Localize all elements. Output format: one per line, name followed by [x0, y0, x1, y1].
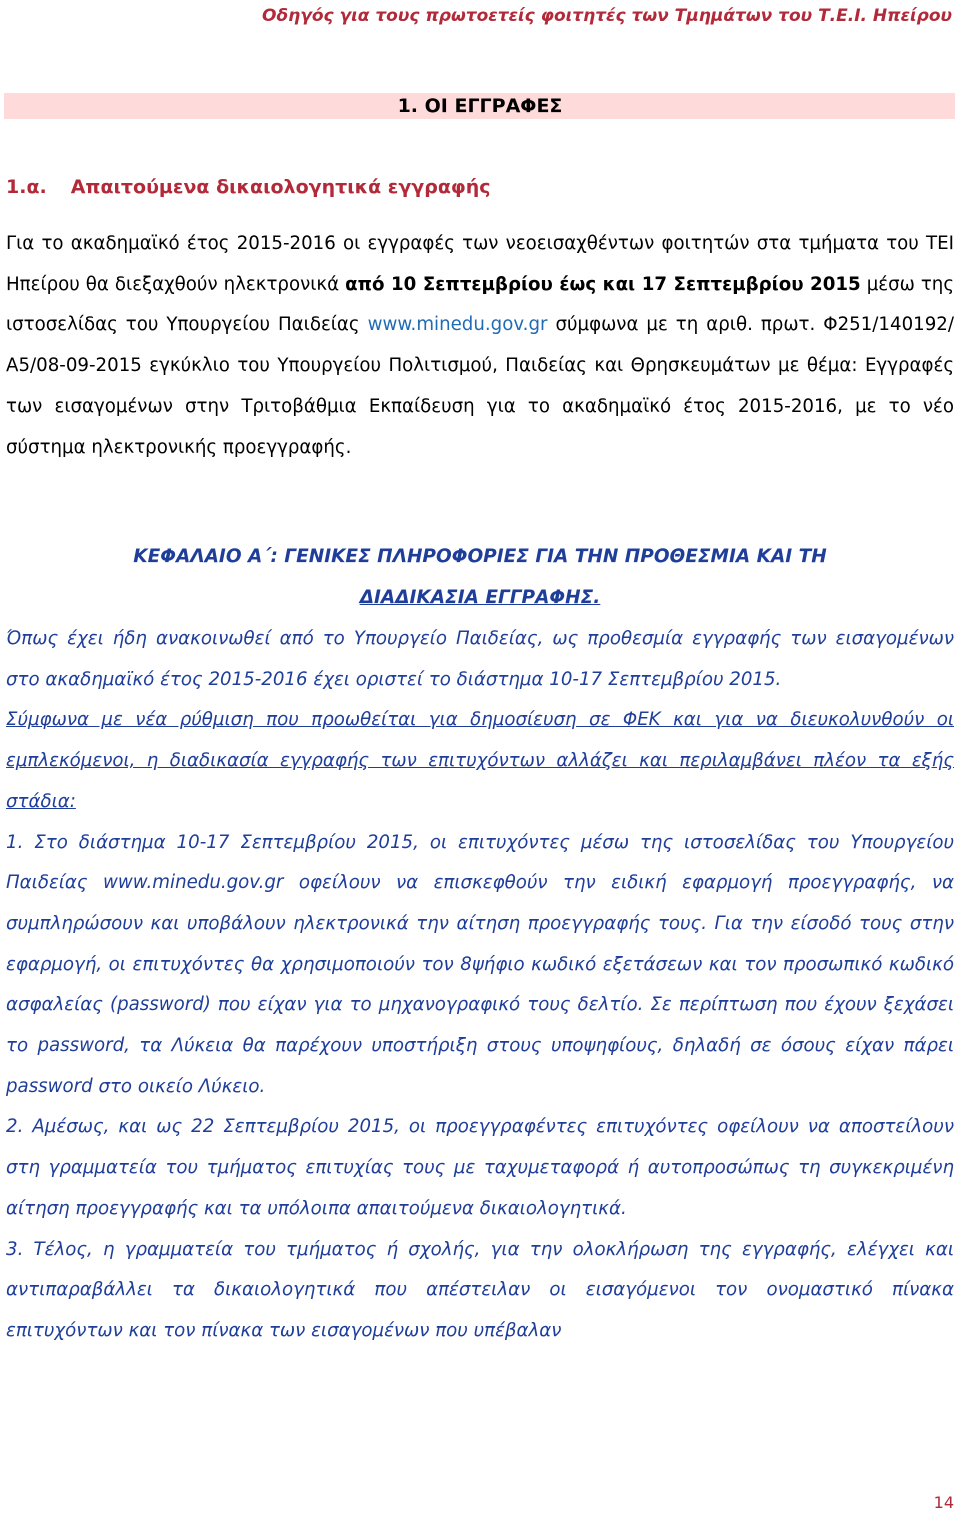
chapter-heading	[0, 537, 960, 618]
step-1-paragraph: 1. Στο διάστημα 10-17 Σεπτεμβρίου 2015, οι επιτυχόντες μέσω της ιστοσελίδας του Υπουργείου Παιδείας www.minedu.gov.gr οφείλουν να επισκεφθούν την ειδική εφαρμογή προεγγραφής, να συμπληρώσουν και υποβάλουν ηλεκτρονικά την αίτηση προεγγραφής τους. Για την είσοδό τους στην εφαρμογή, οι επιτυχόντες θα χρησιμοποιούν τον 8ψήφιο κωδικό εξετάσεων και τον προσωπικό κωδικό ασφαλείας (password) που είχαν για το μηχανογραφικό τους δελτίο. Σε περίπτωση που έχουν ξεχάσει το password, τα Λύκεια θα παρέχουν υποστήριξη στους υποψηφίους, δηλαδή σε όσους είχαν πάρει password στο οικείο Λύκειο.	[6, 831, 954, 1097]
chapter-heading-line2: ΔΙΑΔΙΚΑΣΙΑ ΕΓΓΡΑΦΗΣ.	[359, 586, 601, 608]
subsection-title: Απαιτούμενα δικαιολογητικά εγγραφής	[70, 176, 491, 198]
deadline-paragraph: Όπως έχει ήδη ανακοινωθεί από το Υπουργείο Παιδείας, ως προθεσμία εγγραφής των εισαγομένων στο ακαδημαϊκό έτος 2015-2016 έχει οριστεί το διάστημα 10-17 Σεπτεμβρίου 2015.	[6, 628, 954, 690]
intro-paragraph	[6, 224, 954, 468]
step-2-paragraph: 2. Αμέσως, και ως 22 Σεπτεμβρίου 2015, οι προεγγραφέντες επιτυχόντες οφείλουν να αποστείλουν στη γραμματεία του τμήματος επιτυχίας τους με ταχυμεταφορά ή αυτοπροσώπως τη συγκεκριμένη αίτηση προεγγραφής και τα υπόλοιπα απαιτούμενα δικαιολογητικά.	[6, 1116, 954, 1219]
page-number: 14	[933, 1493, 954, 1512]
step-3-paragraph: 3. Τέλος, η γραμματεία του τμήματος ή σχολής, για την ολοκλήρωση της εγγραφής, ελέγχει και αντιπαραβάλλει τα δικαιολογητικά που απέστειλαν οι εισαγόμενοι τον ονομαστικό πίνακα επιτυχόντων και τον πίνακα των εισαγομένων που υπέβαλαν	[6, 1238, 954, 1341]
subsection-heading	[6, 176, 491, 198]
registration-procedure	[6, 619, 954, 1352]
intro-bold-dates: από 10 Σεπτεμβρίου έως και 17 Σεπτεμβρίου 2015	[345, 273, 861, 295]
subsection-number: 1.α.	[6, 176, 47, 198]
intro-text-b: μέσω της ιστοσελίδας του Υπουργείου Παιδείας	[6, 273, 954, 336]
running-header: Οδηγός για τους πρωτοετείς φοιτητές των Τμημάτων του Τ.Ε.Ι. Ηπείρου	[262, 6, 952, 26]
new-regulation-paragraph: Σύμφωνα με νέα ρύθμιση που προωθείται για δημοσίευση σε ΦΕΚ και για να διευκολυνθούν οι εμπλεκόμενοι, η διαδικασία εγγραφής των επιτυχόντων αλλάζει και περιλαμβάνει πλέον τα εξής στάδια:	[6, 709, 954, 812]
chapter-heading-line1: ΚΕΦΑΛΑΙΟ Α΄: ΓΕΝΙΚΕΣ ΠΛΗΡΟΦΟΡΙΕΣ ΓΙΑ ΤΗΝ ΠΡΟΘΕΣΜΙΑ ΚΑΙ ΤΗ	[133, 546, 827, 567]
section-title: 1. ΟΙ ΕΓΓΡΑΦΕΣ	[397, 95, 563, 117]
intro-text-c: σύμφωνα με τη αριθ. πρωτ. Φ251/140192/Α5/08-09-2015 εγκύκλιο του Υπουργείου Πολιτισμού, Παιδείας και Θρησκευμάτων με θέμα: Εγγραφές των εισαγομένων στην Τριτοβάθμια Εκπαίδευση για το ακαδημαϊκό έτος 2015-2016, με το νέο σύστημα ηλεκτρονικής προεγγραφής.	[6, 314, 954, 458]
ministry-link[interactable]: www.minedu.gov.gr	[367, 314, 548, 336]
intro-text-a: Για το ακαδημαϊκό έτος 2015-2016 οι εγγραφές των νεοεισαχθέντων φοιτητών στα τμήματα του ΤΕΙ Ηπείρου θα διεξαχθούν ηλεκτρονικά	[6, 233, 954, 295]
